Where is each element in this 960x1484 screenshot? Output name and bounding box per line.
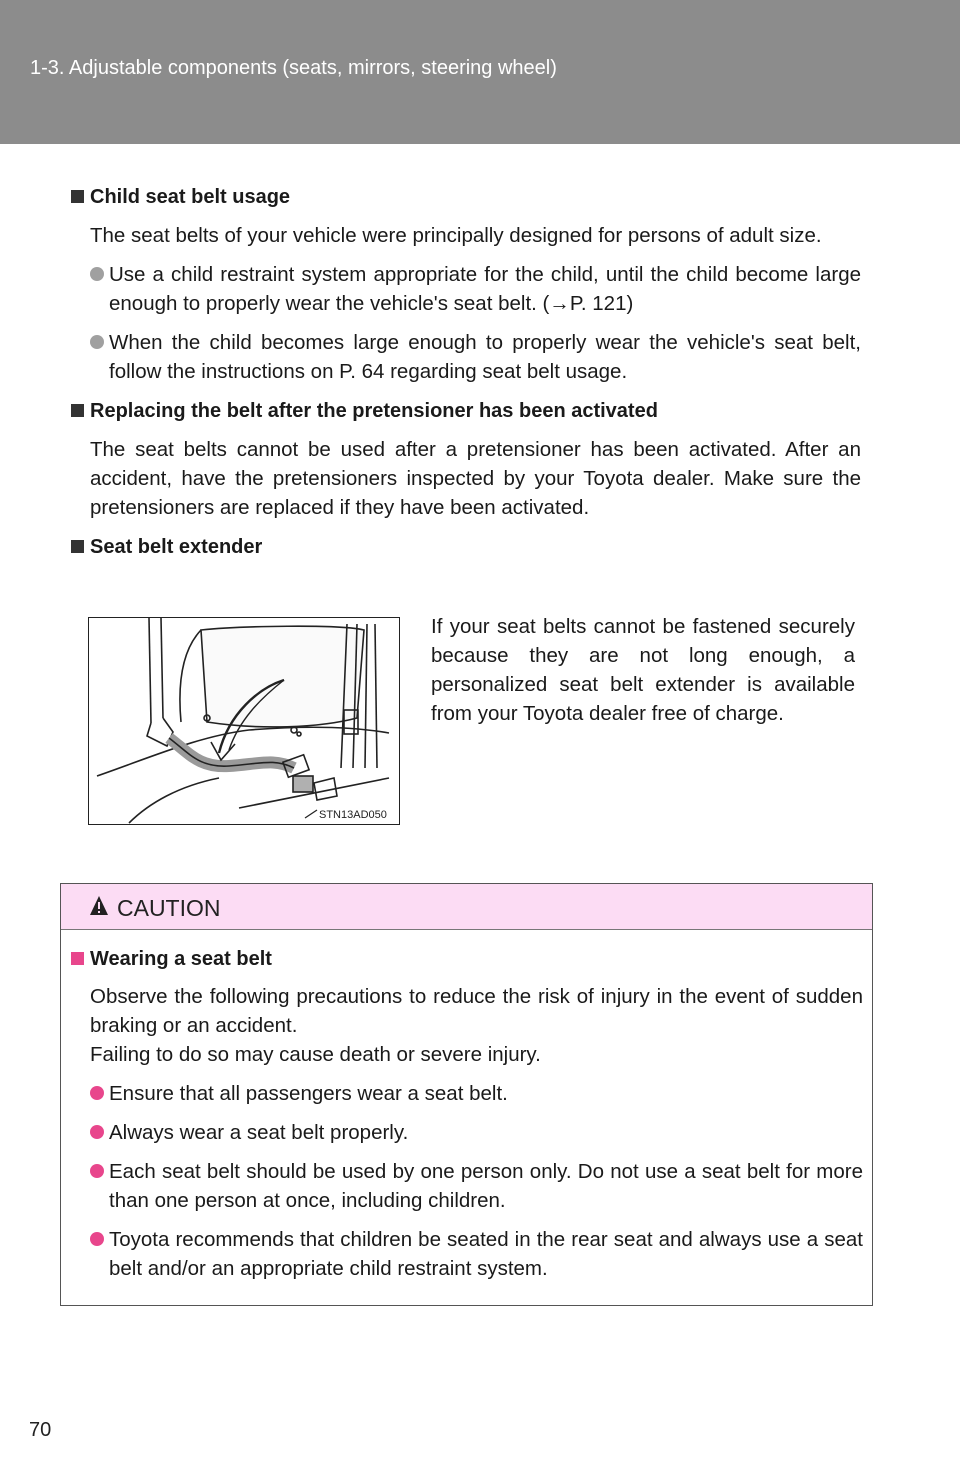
round-bullet-icon (90, 1125, 104, 1139)
section-title: 1-3. Adjustable components (seats, mirrors, steering wheel) (30, 57, 557, 79)
caution-bullet: Each seat belt should be used by one person only. Do not use a seat belt for more than one person at once, including children. (90, 1157, 863, 1215)
page-number: 70 (29, 1419, 52, 1441)
main-content (71, 184, 861, 560)
round-bullet-icon (90, 1086, 104, 1100)
caution-body (71, 946, 863, 1283)
heading-wearing-seat-belt: Wearing a seat belt (71, 946, 863, 972)
extender-description: If your seat belts cannot be fastened securely because they are not long enough, a personalized seat belt extender is available from your Toyota dealer free of charge. (431, 615, 855, 725)
heading-child-seat-belt: Child seat belt usage (71, 184, 861, 210)
heading-replacing-belt: Replacing the belt after the pretensioner has been activated (71, 398, 861, 424)
square-bullet-icon (71, 952, 84, 965)
round-bullet-icon (90, 267, 104, 281)
caution-bullet: Always wear a seat belt properly. (90, 1118, 863, 1147)
page-header (0, 0, 960, 144)
child-bullet-2: When the child becomes large enough to properly wear the vehicle's seat belt, follow the instructions on P. 64 regarding seat belt usage. (90, 328, 861, 386)
caution-box (60, 883, 873, 1306)
caution-bullet: Toyota recommends that children be seated in the rear seat and always use a seat belt and/or an appropriate child restraint system. (90, 1225, 863, 1283)
caution-paragraph-1: Observe the following precautions to reduce the risk of injury in the event of sudden braking or an accident. (90, 985, 863, 1037)
figure-code: STN13AD050 (319, 809, 387, 821)
square-bullet-icon (71, 404, 84, 417)
warning-triangle-icon (89, 895, 109, 917)
replace-paragraph: The seat belts cannot be used after a pretensioner has been activated. After an accident, have the pretensioners inspected by your Toyota dealer. Make sure the pretensioners are replaced if they have been activated. (90, 438, 861, 519)
round-bullet-icon (90, 1164, 104, 1178)
caution-bullet: Ensure that all passengers wear a seat belt. (90, 1079, 863, 1108)
child-paragraph: The seat belts of your vehicle were principally designed for persons of adult size. (90, 224, 822, 247)
child-bullet-1: Use a child restraint system appropriate for the child, until the child become large enough to properly wear the vehicle's seat belt. (→P. 121) (90, 260, 861, 318)
caution-header (61, 884, 872, 930)
caution-paragraph-2: Failing to do so may cause death or severe injury. (90, 1043, 541, 1066)
caution-title: CAUTION (117, 895, 221, 921)
seat-belt-extender-illustration (88, 617, 400, 825)
square-bullet-icon (71, 190, 84, 203)
heading-seat-belt-extender: Seat belt extender (71, 534, 861, 560)
round-bullet-icon (90, 335, 104, 349)
square-bullet-icon (71, 540, 84, 553)
round-bullet-icon (90, 1232, 104, 1246)
